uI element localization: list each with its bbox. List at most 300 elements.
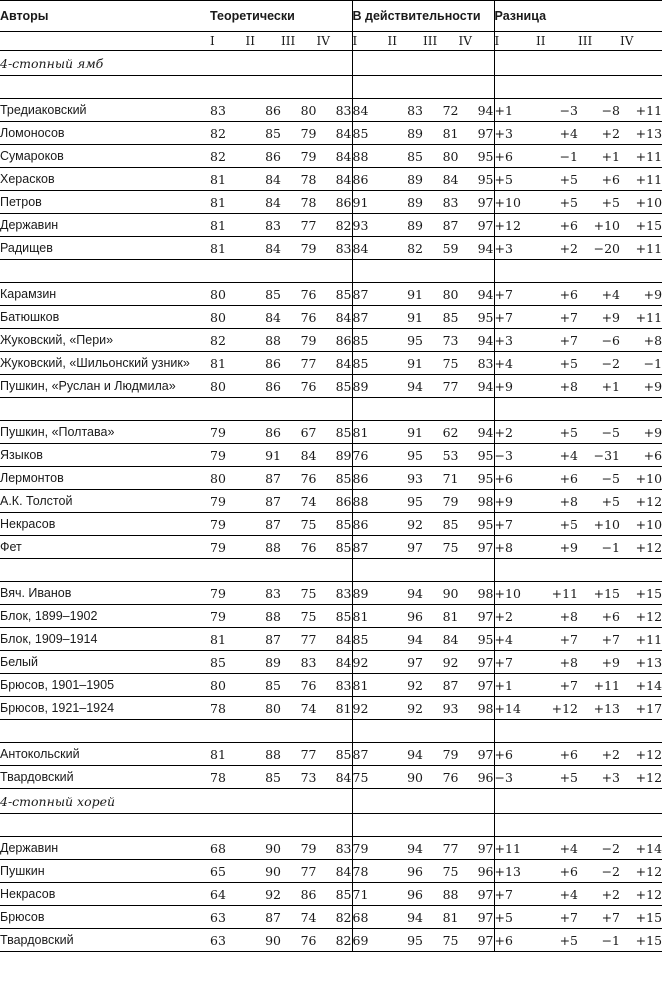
- blank-cell: [281, 789, 317, 814]
- theoretical-value: 89: [246, 651, 282, 674]
- blank-cell: [388, 559, 424, 582]
- actual-value: 97: [459, 191, 495, 214]
- blank-cell: [423, 260, 459, 283]
- difference-value: +6: [536, 283, 578, 306]
- actual-col-1: I: [352, 32, 388, 51]
- blank-cell: [459, 51, 495, 76]
- actual-value: 71: [352, 883, 388, 906]
- group-spacer-row: [0, 76, 662, 99]
- table-row: [0, 697, 662, 720]
- difference-value: +5: [536, 168, 578, 191]
- actual-value: 86: [352, 513, 388, 536]
- blank-cell: [246, 559, 282, 582]
- theoretical-value: 85: [210, 651, 246, 674]
- author-name: Карамзин: [0, 283, 210, 306]
- actual-value: 76: [423, 766, 459, 789]
- difference-value: +11: [620, 168, 662, 191]
- difference-value: −1: [620, 352, 662, 375]
- theoretical-col-2: II: [246, 32, 282, 51]
- blank-cell: [281, 51, 317, 76]
- difference-value: +7: [536, 628, 578, 651]
- difference-col-4: IV: [620, 32, 662, 51]
- table-row: [0, 352, 662, 375]
- theoretical-value: 77: [281, 214, 317, 237]
- difference-value: +6: [536, 860, 578, 883]
- theoretical-value: 85: [317, 283, 353, 306]
- authors-header: Авторы: [0, 1, 210, 32]
- blank-cell: [494, 814, 536, 837]
- theoretical-value: 79: [210, 421, 246, 444]
- blank-cell: [352, 76, 388, 99]
- blank-cell: [459, 720, 495, 743]
- table-row: [0, 421, 662, 444]
- actual-value: 84: [423, 628, 459, 651]
- blank-cell: [352, 720, 388, 743]
- actual-value: 81: [423, 122, 459, 145]
- actual-value: 95: [459, 628, 495, 651]
- actual-value: 92: [388, 697, 424, 720]
- difference-value: +7: [494, 306, 536, 329]
- blank-cell: [536, 398, 578, 421]
- blank-cell: [246, 260, 282, 283]
- actual-value: 92: [352, 697, 388, 720]
- blank-cell: [423, 814, 459, 837]
- actual-value: 81: [352, 674, 388, 697]
- difference-value: +5: [536, 421, 578, 444]
- theoretical-value: 85: [317, 883, 353, 906]
- actual-value: 85: [352, 329, 388, 352]
- difference-value: +13: [620, 122, 662, 145]
- theoretical-value: 63: [210, 906, 246, 929]
- actual-value: 97: [459, 906, 495, 929]
- blank-cell: [352, 398, 388, 421]
- theoretical-value: 87: [246, 628, 282, 651]
- theoretical-value: 85: [317, 375, 353, 398]
- difference-value: +1: [494, 99, 536, 122]
- theoretical-value: 76: [281, 375, 317, 398]
- actual-value: 84: [423, 168, 459, 191]
- difference-value: +9: [620, 421, 662, 444]
- difference-value: −5: [578, 467, 620, 490]
- actual-value: 75: [423, 929, 459, 952]
- difference-value: +11: [620, 237, 662, 260]
- theoretical-value: 67: [281, 421, 317, 444]
- actual-value: 81: [352, 421, 388, 444]
- actual-value: 87: [423, 674, 459, 697]
- actual-value: 95: [459, 513, 495, 536]
- theoretical-value: 81: [210, 237, 246, 260]
- table-row: [0, 513, 662, 536]
- table-row: [0, 237, 662, 260]
- theoretical-value: 80: [210, 283, 246, 306]
- difference-value: +7: [494, 883, 536, 906]
- blank-cell: [352, 814, 388, 837]
- theoretical-value: 77: [281, 628, 317, 651]
- theoretical-value: 87: [246, 513, 282, 536]
- theoretical-value: 83: [317, 99, 353, 122]
- author-name: Жуковский, «Шильонский узник»: [0, 352, 210, 375]
- actual-value: 79: [423, 743, 459, 766]
- actual-value: 94: [459, 99, 495, 122]
- theoretical-value: 83: [210, 99, 246, 122]
- difference-value: +2: [578, 743, 620, 766]
- theoretical-value: 90: [246, 860, 282, 883]
- actual-value: 83: [459, 352, 495, 375]
- theoretical-value: 68: [210, 837, 246, 860]
- blank-cell: [317, 51, 353, 76]
- difference-value: +8: [536, 375, 578, 398]
- actual-value: 97: [459, 214, 495, 237]
- actual-value: 77: [423, 837, 459, 860]
- table-row: [0, 582, 662, 605]
- difference-value: +1: [494, 674, 536, 697]
- theoretical-value: 84: [317, 766, 353, 789]
- difference-value: +4: [536, 122, 578, 145]
- difference-value: +10: [620, 191, 662, 214]
- blank-cell: [246, 789, 282, 814]
- actual-value: 85: [352, 628, 388, 651]
- actual-value: 75: [423, 860, 459, 883]
- difference-value: +2: [578, 883, 620, 906]
- author-name: Петров: [0, 191, 210, 214]
- blank-cell: [423, 720, 459, 743]
- table-row: [0, 605, 662, 628]
- blank-cell: [578, 76, 620, 99]
- difference-value: +7: [578, 628, 620, 651]
- actual-value: 91: [388, 306, 424, 329]
- blank-cell: [210, 398, 246, 421]
- table-row: [0, 674, 662, 697]
- author-name: А.К. Толстой: [0, 490, 210, 513]
- actual-value: 80: [423, 145, 459, 168]
- theoretical-value: 84: [317, 628, 353, 651]
- theoretical-value: 92: [246, 883, 282, 906]
- blank-cell: [281, 76, 317, 99]
- theoretical-value: 79: [281, 837, 317, 860]
- table-row: [0, 145, 662, 168]
- blank-cell: [578, 398, 620, 421]
- theoretical-value: 76: [281, 536, 317, 559]
- theoretical-value: 88: [246, 536, 282, 559]
- difference-value: −31: [578, 444, 620, 467]
- difference-value: +8: [536, 605, 578, 628]
- difference-value: +9: [536, 536, 578, 559]
- difference-value: −2: [578, 837, 620, 860]
- theoretical-value: 84: [246, 306, 282, 329]
- difference-col-2: II: [536, 32, 578, 51]
- actual-value: 97: [459, 651, 495, 674]
- difference-value: +2: [494, 605, 536, 628]
- actual-value: 94: [459, 237, 495, 260]
- actual-value: 94: [388, 837, 424, 860]
- theoretical-value: 91: [246, 444, 282, 467]
- author-name: Брюсов, 1921–1924: [0, 697, 210, 720]
- table-row: [0, 628, 662, 651]
- blank-cell: [210, 814, 246, 837]
- difference-value: +9: [494, 375, 536, 398]
- theoretical-value: 77: [281, 352, 317, 375]
- actual-value: 85: [423, 306, 459, 329]
- actual-value: 96: [459, 766, 495, 789]
- difference-value: +3: [494, 237, 536, 260]
- difference-value: +13: [494, 860, 536, 883]
- actual-value: 87: [352, 743, 388, 766]
- table-row: [0, 883, 662, 906]
- blank-cell: [0, 76, 210, 99]
- theoretical-value: 84: [317, 168, 353, 191]
- difference-value: +10: [620, 467, 662, 490]
- actual-value: 94: [459, 375, 495, 398]
- difference-value: +10: [578, 513, 620, 536]
- blank-cell: [317, 559, 353, 582]
- theoretical-value: 83: [317, 837, 353, 860]
- actual-value: 98: [459, 582, 495, 605]
- theoretical-value: 63: [210, 929, 246, 952]
- actual-value: 73: [423, 329, 459, 352]
- actual-value: 84: [352, 99, 388, 122]
- theoretical-value: 83: [317, 674, 353, 697]
- actual-value: 87: [352, 283, 388, 306]
- difference-value: +4: [578, 283, 620, 306]
- theoretical-value: 82: [317, 214, 353, 237]
- difference-value: −1: [536, 145, 578, 168]
- author-name: Блок, 1909–1914: [0, 628, 210, 651]
- theoretical-value: 84: [317, 122, 353, 145]
- author-name: Державин: [0, 214, 210, 237]
- blank-cell: [459, 260, 495, 283]
- blank-cell: [388, 789, 424, 814]
- actual-value: 79: [352, 837, 388, 860]
- theoretical-value: 87: [246, 490, 282, 513]
- blank-cell: [578, 789, 620, 814]
- theoretical-value: 76: [281, 929, 317, 952]
- theoretical-value: 78: [281, 191, 317, 214]
- difference-value: +15: [620, 906, 662, 929]
- difference-value: +6: [536, 743, 578, 766]
- actual-value: 91: [388, 421, 424, 444]
- actual-value: 88: [352, 490, 388, 513]
- actual-value: 80: [423, 283, 459, 306]
- theoretical-value: 84: [281, 444, 317, 467]
- theoretical-value: 82: [317, 906, 353, 929]
- blank-cell: [620, 720, 662, 743]
- theoretical-value: 74: [281, 697, 317, 720]
- difference-value: +2: [536, 237, 578, 260]
- actual-value: 86: [352, 168, 388, 191]
- table-row: [0, 214, 662, 237]
- blank-cell: [494, 260, 536, 283]
- theoretical-value: 90: [246, 929, 282, 952]
- actual-value: 95: [388, 329, 424, 352]
- blank-cell: [459, 789, 495, 814]
- author-name: Брюсов: [0, 906, 210, 929]
- blank-cell: [210, 789, 246, 814]
- blank-cell: [388, 398, 424, 421]
- theoretical-value: 82: [210, 122, 246, 145]
- blank-cell: [352, 789, 388, 814]
- actual-value: 59: [423, 237, 459, 260]
- theoretical-value: 83: [317, 582, 353, 605]
- difference-value: +11: [620, 99, 662, 122]
- blank-cell: [459, 814, 495, 837]
- theoretical-value: 80: [281, 99, 317, 122]
- author-name: Батюшков: [0, 306, 210, 329]
- difference-value: −2: [578, 352, 620, 375]
- difference-value: +6: [494, 743, 536, 766]
- theoretical-value: 85: [246, 674, 282, 697]
- difference-value: +7: [578, 906, 620, 929]
- author-name: Ломоносов: [0, 122, 210, 145]
- blank-cell: [0, 814, 210, 837]
- blank-cell: [210, 51, 246, 76]
- difference-value: +7: [536, 906, 578, 929]
- blank-cell: [536, 51, 578, 76]
- actual-value: 78: [352, 860, 388, 883]
- blank-cell: [423, 76, 459, 99]
- actual-value: 91: [388, 283, 424, 306]
- blank-cell: [281, 398, 317, 421]
- theoretical-value: 64: [210, 883, 246, 906]
- theoretical-value: 79: [210, 513, 246, 536]
- difference-value: +10: [494, 582, 536, 605]
- difference-value: +15: [620, 214, 662, 237]
- author-name: Пушкин: [0, 860, 210, 883]
- theoretical-value: 88: [246, 329, 282, 352]
- theoretical-value: 81: [210, 168, 246, 191]
- group-spacer-row: [0, 814, 662, 837]
- difference-value: +14: [494, 697, 536, 720]
- author-name: Твардовский: [0, 929, 210, 952]
- table-row: [0, 490, 662, 513]
- actual-col-4: IV: [459, 32, 495, 51]
- difference-value: +17: [620, 697, 662, 720]
- theoretical-value: 86: [246, 99, 282, 122]
- group-spacer-row: [0, 559, 662, 582]
- theoretical-value: 79: [281, 145, 317, 168]
- section-title: 4-стопный хорей: [0, 789, 210, 814]
- actual-header: В действительности: [352, 1, 494, 32]
- table-row: [0, 860, 662, 883]
- actual-value: 90: [388, 766, 424, 789]
- actual-value: 62: [423, 421, 459, 444]
- actual-value: 72: [423, 99, 459, 122]
- blank-cell: [620, 789, 662, 814]
- theoretical-col-4: IV: [317, 32, 353, 51]
- actual-value: 95: [459, 145, 495, 168]
- difference-value: +6: [578, 168, 620, 191]
- blank-cell: [210, 76, 246, 99]
- blank-cell: [317, 76, 353, 99]
- theoretical-value: 85: [317, 605, 353, 628]
- actual-value: 81: [423, 906, 459, 929]
- difference-value: −3: [494, 444, 536, 467]
- blank-cell: [536, 720, 578, 743]
- theoretical-value: 76: [281, 467, 317, 490]
- blank-cell: [536, 559, 578, 582]
- blank-cell: [459, 76, 495, 99]
- blank-cell: [423, 51, 459, 76]
- theoretical-value: 80: [246, 697, 282, 720]
- difference-value: +7: [536, 306, 578, 329]
- difference-value: +8: [494, 536, 536, 559]
- difference-value: +11: [536, 582, 578, 605]
- theoretical-value: 82: [317, 929, 353, 952]
- difference-value: −6: [578, 329, 620, 352]
- difference-value: +7: [494, 513, 536, 536]
- theoretical-value: 85: [317, 743, 353, 766]
- blank-cell: [494, 789, 536, 814]
- actual-value: 95: [388, 929, 424, 952]
- author-name: Фет: [0, 536, 210, 559]
- theoretical-value: 79: [210, 444, 246, 467]
- difference-value: +2: [578, 122, 620, 145]
- actual-value: 85: [352, 352, 388, 375]
- difference-value: +15: [620, 582, 662, 605]
- actual-value: 53: [423, 444, 459, 467]
- actual-value: 97: [459, 122, 495, 145]
- actual-value: 94: [388, 582, 424, 605]
- table-row: [0, 906, 662, 929]
- blank-cell: [246, 51, 282, 76]
- actual-col-2: II: [388, 32, 424, 51]
- table-row: [0, 375, 662, 398]
- blank-cell: [423, 398, 459, 421]
- author-name: Жуковский, «Пери»: [0, 329, 210, 352]
- blank-cell: [536, 260, 578, 283]
- table-row: [0, 122, 662, 145]
- difference-value: +3: [578, 766, 620, 789]
- author-name: Блок, 1899–1902: [0, 605, 210, 628]
- actual-value: 68: [352, 906, 388, 929]
- actual-value: 84: [352, 237, 388, 260]
- table-row: [0, 929, 662, 952]
- table-row: [0, 168, 662, 191]
- blank-cell: [494, 51, 536, 76]
- theoretical-value: 78: [281, 168, 317, 191]
- difference-value: +7: [494, 651, 536, 674]
- difference-value: +6: [620, 444, 662, 467]
- blank-cell: [388, 814, 424, 837]
- theoretical-value: 74: [281, 906, 317, 929]
- difference-value: +7: [536, 329, 578, 352]
- blank-cell: [281, 260, 317, 283]
- blank-cell: [578, 814, 620, 837]
- theoretical-value: 80: [210, 306, 246, 329]
- difference-value: +14: [620, 674, 662, 697]
- actual-value: 88: [423, 883, 459, 906]
- actual-value: 97: [459, 743, 495, 766]
- theoretical-value: 81: [317, 697, 353, 720]
- actual-value: 81: [352, 605, 388, 628]
- theoretical-value: 81: [210, 352, 246, 375]
- theoretical-value: 84: [317, 306, 353, 329]
- difference-value: +6: [494, 929, 536, 952]
- difference-value: +8: [620, 329, 662, 352]
- actual-value: 93: [352, 214, 388, 237]
- theoretical-value: 77: [281, 743, 317, 766]
- blank-cell: [620, 814, 662, 837]
- actual-value: 79: [423, 490, 459, 513]
- blank-cell: [388, 260, 424, 283]
- difference-value: +12: [494, 214, 536, 237]
- blank-cell: [352, 260, 388, 283]
- theoretical-value: 84: [246, 237, 282, 260]
- group-header-row: [0, 1, 662, 32]
- difference-value: +9: [620, 283, 662, 306]
- blank-cell: [536, 789, 578, 814]
- difference-value: +4: [494, 628, 536, 651]
- theoretical-value: 84: [246, 168, 282, 191]
